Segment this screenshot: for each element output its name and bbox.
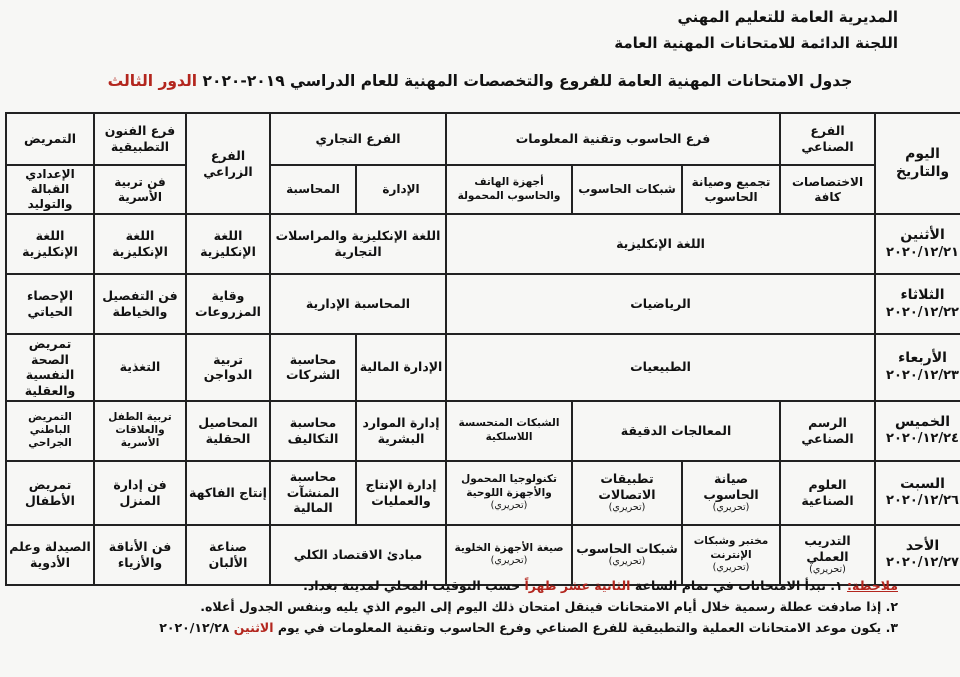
exam-cell-computer-b (572, 525, 682, 585)
exam-cell-applied-arts: فن إدارة المنزل (94, 461, 186, 525)
header-computer: فرع الحاسوب وتقنية المعلومات (446, 113, 780, 165)
written-tag: (تحريري) (490, 499, 528, 511)
written-tag: (تحريري) (608, 502, 646, 514)
subheader-arts-family: فن تربية الأسرية (94, 165, 186, 214)
table-row (6, 334, 960, 401)
exam-cell-agricultural: صناعة الألبان (186, 525, 270, 585)
day-cell (875, 274, 960, 334)
exam-cell-industrial (780, 525, 875, 585)
table-subheader-row (6, 165, 960, 214)
exam-cell-computer-a (682, 525, 780, 585)
day-date: ٢٠٢٠/١٢/٢١ (886, 244, 959, 260)
exam-cell-nursing: تمريض الصحة النفسية والعقلية (6, 334, 94, 401)
exam-subject: تكنولوجيا المحمول والأجهزة اللوحية (461, 473, 557, 499)
notes-label: ملاحظة: (847, 578, 898, 593)
day-date: ٢٠٢٠/١٢/٢٧ (886, 555, 959, 571)
day-name: الأربعاء (898, 350, 947, 367)
exam-cell-industrial: العلوم الصناعية (780, 461, 875, 525)
exam-cell-applied-arts: التغذية (94, 334, 186, 401)
subheader-industrial-all: الاختصاصات كافة (780, 165, 875, 214)
exam-cell-computer-c: الشبكات المتحسسة اللاسلكية (446, 401, 572, 461)
written-tag: (تحريري) (712, 561, 750, 573)
exam-subject: صيغة الأجهزة الخلوية (454, 542, 564, 554)
note-2: ٢. إذا صادفت عطلة رسمية خلال أيام الامتحانات فينقل امتحان ذلك اليوم إلى اليوم الذي يليه وبنفس الجدول أعلاه. (200, 599, 898, 614)
exam-cell-applied-arts: تربية الطفل والعلاقات الأسرية (94, 401, 186, 461)
written-tag: (تحريري) (712, 502, 750, 514)
day-cell (875, 334, 960, 401)
exam-cell-agricultural: المحاصيل الحقلية (186, 401, 270, 461)
exam-cell-agricultural: وقاية المزروعات (186, 274, 270, 334)
exam-subject: مختبر وشبكات الإنترنت (693, 535, 769, 561)
note-3-text: ٣. يكون موعد الامتحانات العملية والتطبيقية للفرع الصناعي وفرع الحاسوب وتقنية المعلومات في يوم (277, 620, 898, 635)
table-row (6, 525, 960, 585)
day-date: ٢٠٢٠/١٢/٢٦ (886, 493, 959, 509)
exam-subject: تطبيقات الاتصالات (598, 470, 656, 502)
exam-cell-nursing: التمريض الباطني الجراحي (6, 401, 94, 461)
day-cell (875, 214, 960, 274)
exam-cell-computer-c (446, 461, 572, 525)
subheader-computer-networks: شبكات الحاسوب (572, 165, 682, 214)
exam-subject: التدريب العملي (804, 532, 851, 564)
table-row (6, 214, 960, 274)
header-commercial: الفرع التجاري (270, 113, 446, 165)
day-cell (875, 401, 960, 461)
note-3 (18, 620, 898, 641)
exam-cell-commercial: اللغة الإنكليزية والمراسلات التجارية (270, 214, 446, 274)
day-date: ٢٠٢٠/١٢/٢٢ (886, 304, 959, 320)
table-header-row (6, 113, 960, 165)
exam-cell-commercial-admin: إدارة الإنتاج والعمليات (356, 461, 446, 525)
subheader-computer-assembly: تجميع وصيانة الحاسوب (682, 165, 780, 214)
table-row (6, 461, 960, 525)
exam-cell-nursing: اللغة الإنكليزية (6, 214, 94, 274)
day-cell (875, 525, 960, 585)
table-row (6, 401, 960, 461)
day-date: ٢٠٢٠/١٢/٢٣ (886, 367, 959, 383)
exam-cell-computer-a (682, 461, 780, 525)
note-1-start: ١. تبدأ الامتحانات في تمام الساعة (634, 578, 843, 593)
exam-cell-agricultural: تربية الدواجن (186, 334, 270, 401)
exam-cell-industrial-computer: اللغة الإنكليزية (446, 214, 875, 274)
exam-cell-commercial-accounting: محاسبة الشركات (270, 334, 356, 401)
subheader-computer-mobile: أجهزة الهاتف والحاسوب المحمولة (446, 165, 572, 214)
title-main: جدول الامتحانات المهنية العامة للفروع والتخصصات المهنية للعام الدراسي ٢٠١٩-٢٠٢٠ (202, 72, 853, 90)
page-title (40, 72, 920, 90)
table-row (6, 274, 960, 334)
exam-cell-agricultural: اللغة الإنكليزية (186, 214, 270, 274)
written-tag: (تحريري) (809, 564, 846, 576)
day-name: الثلاثاء (900, 287, 945, 304)
exam-cell-computer-b (572, 461, 682, 525)
exam-cell-nursing: الإحصاء الحياتي (6, 274, 94, 334)
day-name: الأحد (905, 537, 940, 554)
exam-cell-applied-arts: اللغة الإنكليزية (94, 214, 186, 274)
day-name: السبت (900, 475, 945, 492)
day-cell (875, 461, 960, 525)
exam-cell-commercial: مبادئ الاقتصاد الكلي (270, 525, 446, 585)
exam-subject: شبكات الحاسوب (576, 540, 678, 556)
header-agricultural: الفرع الزراعي (186, 113, 270, 214)
exam-cell-applied-arts: فن الأناقة والأزياء (94, 525, 186, 585)
exam-cell-commercial-admin: الإدارة المالية (356, 334, 446, 401)
exam-cell-industrial-computer: الطبيعيات (446, 334, 875, 401)
exam-subject: صيانة الحاسوب (703, 470, 759, 502)
exam-cell-industrial-computer: الرياضيات (446, 274, 875, 334)
note-3-day: الاثنين (233, 620, 274, 635)
exam-cell-commercial-accounting: محاسبة التكاليف (270, 401, 356, 461)
exam-cell-industrial: الرسم الصناعي (780, 401, 875, 461)
written-tag: (تحريري) (490, 555, 528, 567)
note-1-time: الثانية عشر ظهراً (524, 578, 631, 593)
subheader-commercial-accounting: المحاسبة (270, 165, 356, 214)
written-tag: (تحريري) (608, 556, 646, 568)
exam-cell-commercial-accounting: محاسبة المنشآت المالية (270, 461, 356, 525)
subheader-nursing: الإعدادي القبالة والتوليد (6, 165, 94, 214)
header-nursing: التمريض (6, 113, 94, 165)
exam-cell-commercial-admin: إدارة الموارد البشرية (356, 401, 446, 461)
exam-cell-agricultural: إنتاج الفاكهة (186, 461, 270, 525)
note-1-end: حسب التوقيت المحلي لمدينة بغداد. (303, 578, 521, 593)
exam-cell-computer-ab: المعالجات الدقيقة (572, 401, 780, 461)
exam-cell-nursing: تمريض الأطفال (6, 461, 94, 525)
header-day-date: اليوم والتاريخ (875, 113, 960, 214)
header-industrial: الفرع الصناعي (780, 113, 875, 165)
exam-schedule-table (5, 112, 960, 586)
title-round: الدور الثالث (107, 72, 198, 90)
org-name-line1: المديرية العامة للتعليم المهني (677, 8, 898, 26)
exam-cell-applied-arts: فن التفصيل والخياطة (94, 274, 186, 334)
subheader-commercial-admin: الإدارة (356, 165, 446, 214)
exam-cell-nursing: الصيدلة وعلم الأدوية (6, 525, 94, 585)
exam-cell-commercial: المحاسبة الإدارية (270, 274, 446, 334)
note-1 (18, 578, 898, 599)
note-3-date: ٢٠٢٠/١٢/٢٨ (159, 620, 230, 635)
day-name: الخميس (894, 413, 951, 430)
notes-section (18, 578, 898, 641)
day-date: ٢٠٢٠/١٢/٢٤ (886, 431, 959, 447)
header-applied-arts: فرع الفنون التطبيقية (94, 113, 186, 165)
exam-cell-computer-c (446, 525, 572, 585)
org-name-line2: اللجنة الدائمة للامتحانات المهنية العامة (614, 34, 898, 52)
day-name: الأثنين (900, 227, 945, 244)
